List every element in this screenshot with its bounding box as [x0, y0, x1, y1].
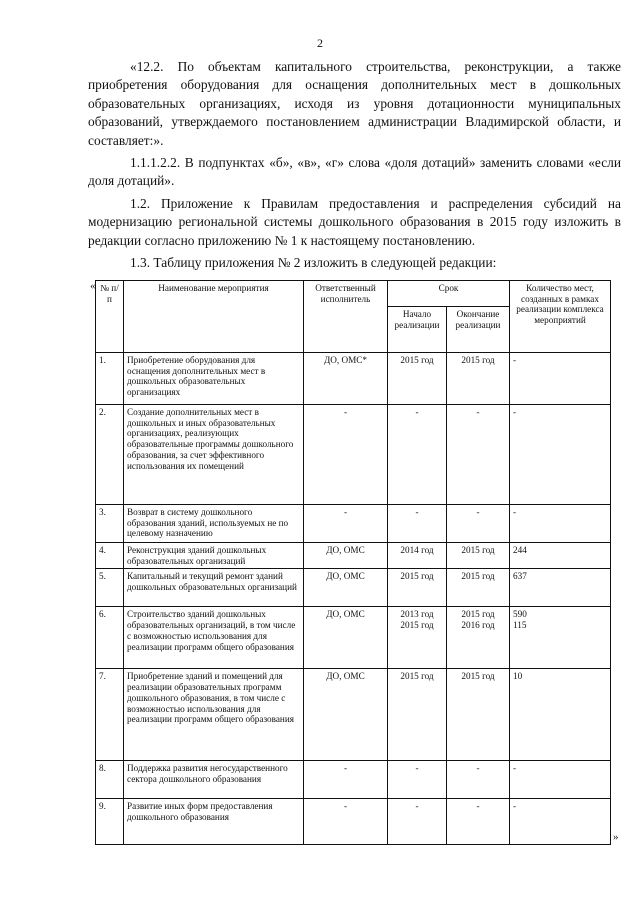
- table-close-quote: »: [613, 831, 619, 843]
- table-row: [96, 405, 611, 505]
- row-activity-name: Приобретение зданий и помещений для реализации образовательных программ дошкольного образования, в том числе с возможностью использования для реализации программ общего образования: [124, 669, 304, 761]
- row-responsible: -: [304, 405, 388, 505]
- table-row: [96, 505, 611, 543]
- row-number: 3.: [96, 505, 124, 543]
- row-places-count: 244: [510, 543, 611, 569]
- row-start-date: -: [388, 405, 447, 505]
- header-num: № п/п: [96, 281, 124, 353]
- row-activity-name: Приобретение оборудования для оснащения дополнительных мест в дошкольных образовательных организациях: [124, 353, 304, 405]
- table-header-row: [96, 281, 611, 307]
- page-number: 2: [317, 36, 323, 50]
- row-places-count: -: [510, 353, 611, 405]
- table-row: [96, 543, 611, 569]
- header-responsible: Ответственный исполнитель: [304, 281, 388, 353]
- row-end-date: -: [447, 505, 510, 543]
- paragraph-1-1-1-2-2: 1.1.1.2.2. В подпунктах «б», «в», «г» слова «доля дотаций» заменить словами «если доля дотаций».: [88, 155, 621, 189]
- row-end-date: -: [447, 799, 510, 845]
- table-open-quote: «: [90, 280, 96, 292]
- table-row: [96, 761, 611, 799]
- row-responsible: ДО, ОМС: [304, 569, 388, 607]
- row-number: 5.: [96, 569, 124, 607]
- row-responsible: -: [304, 505, 388, 543]
- row-activity-name: Возврат в систему дошкольного образования зданий, используемых не по целевому назначению: [124, 505, 304, 543]
- row-end-date: 2015 год: [447, 543, 510, 569]
- paragraph-12-2: «12.2. По объектам капитального строительства, реконструкции, а также приобретения оборудования для оснащения дополнительных мест в дошкольных образовательных организациях, исходя из уровня дотационности муниципальных образований, утверждаемого постановлением администрации Владимирской области, и составляет:».: [88, 59, 621, 148]
- row-number: 6.: [96, 607, 124, 669]
- row-places-count: 590 115: [510, 607, 611, 669]
- row-places-count: -: [510, 505, 611, 543]
- row-places-count: 637: [510, 569, 611, 607]
- row-start-date: 2015 год: [388, 353, 447, 405]
- row-responsible: -: [304, 799, 388, 845]
- row-places-count: -: [510, 405, 611, 505]
- row-responsible: ДО, ОМС: [304, 543, 388, 569]
- row-activity-name: Строительство зданий дошкольных образовательных организаций, в том числе с возможностью использования для реализации программ общего образования: [124, 607, 304, 669]
- row-end-date: -: [447, 761, 510, 799]
- activities-table: [95, 280, 611, 845]
- header-start: Начало реализации: [388, 307, 447, 353]
- header-name: Наименование мероприятия: [124, 281, 304, 353]
- table-row: [96, 607, 611, 669]
- row-start-date: 2013 год 2015 год: [388, 607, 447, 669]
- row-end-date: -: [447, 405, 510, 505]
- row-number: 7.: [96, 669, 124, 761]
- row-start-date: 2014 год: [388, 543, 447, 569]
- row-end-date: 2015 год: [447, 669, 510, 761]
- row-start-date: -: [388, 761, 447, 799]
- row-places-count: 10: [510, 669, 611, 761]
- row-activity-name: Капитальный и текущий ремонт зданий дошкольных образовательных организаций: [124, 569, 304, 607]
- row-end-date: 2015 год: [447, 353, 510, 405]
- row-start-date: 2015 год: [388, 669, 447, 761]
- row-responsible: ДО, ОМС*: [304, 353, 388, 405]
- paragraph-1-2: 1.2. Приложение к Правилам предоставления и распределения субсидий на модернизацию региональной системы дошкольного образования в 2015 году изложить в редакции согласно приложению № 1 к настоящему постановлению.: [88, 196, 621, 248]
- row-number: 1.: [96, 353, 124, 405]
- row-activity-name: Реконструкция зданий дошкольных образовательных организаций: [124, 543, 304, 569]
- row-activity-name: Поддержка развития негосударственного сектора дошкольного образования: [124, 761, 304, 799]
- row-end-date: 2015 год: [447, 569, 510, 607]
- row-start-date: -: [388, 799, 447, 845]
- row-end-date: 2015 год 2016 год: [447, 607, 510, 669]
- row-number: 4.: [96, 543, 124, 569]
- row-start-date: 2015 год: [388, 569, 447, 607]
- header-count: Количество мест, созданных в рамках реализации комплекса мероприятий: [510, 281, 611, 353]
- row-number: 2.: [96, 405, 124, 505]
- row-number: 9.: [96, 799, 124, 845]
- table-row: [96, 353, 611, 405]
- table-row: [96, 799, 611, 845]
- row-responsible: ДО, ОМС: [304, 669, 388, 761]
- header-period: Срок: [388, 281, 510, 307]
- row-responsible: ДО, ОМС: [304, 607, 388, 669]
- row-start-date: -: [388, 505, 447, 543]
- row-responsible: -: [304, 761, 388, 799]
- row-activity-name: Развитие иных форм предоставления дошкольного образования: [124, 799, 304, 845]
- row-activity-name: Создание дополнительных мест в дошкольных и иных образовательных организациях, реализующих образовательные программы дошкольного образования, за счет эффективного использования их помещений: [124, 405, 304, 505]
- table-body: [96, 353, 611, 845]
- paragraph-1-3: 1.3. Таблицу приложения № 2 изложить в следующей редакции:: [130, 255, 497, 270]
- row-number: 8.: [96, 761, 124, 799]
- table-row: [96, 569, 611, 607]
- row-places-count: -: [510, 799, 611, 845]
- header-end: Окончание реализации: [447, 307, 510, 353]
- row-places-count: -: [510, 761, 611, 799]
- table-row: [96, 669, 611, 761]
